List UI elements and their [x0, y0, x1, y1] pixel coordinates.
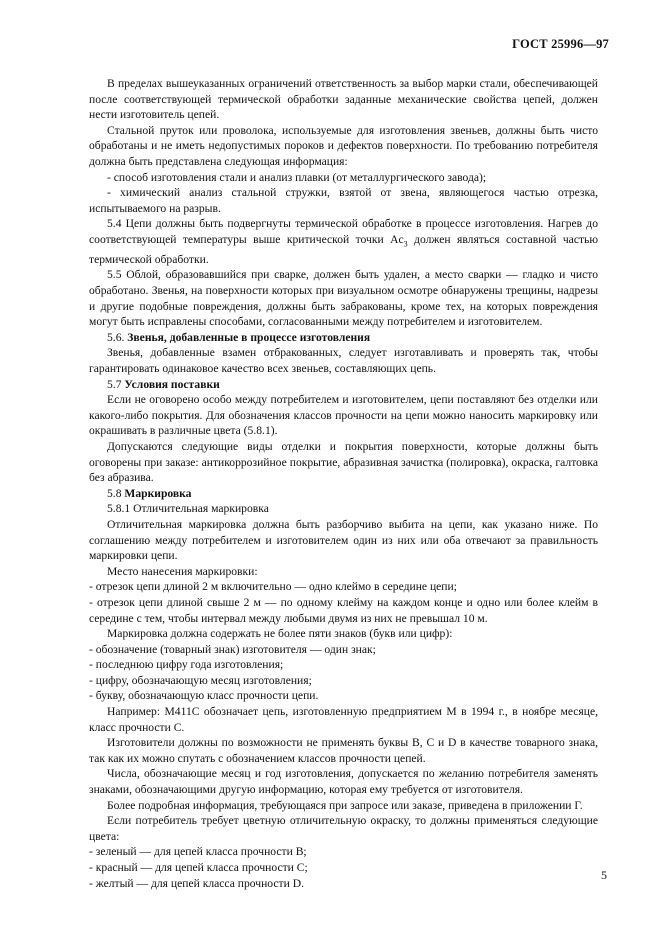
- list-item: - зеленый — для цепей класса прочности В;: [89, 845, 307, 859]
- section-title: Условия поставки: [124, 377, 220, 391]
- paragraph: Если потребитель требует цветную отличительную окраску, то должны применяться следующие цвета:: [89, 814, 598, 843]
- section-number: 5.6.: [107, 330, 125, 344]
- paragraph: Маркировка должна содержать не более пяти знаков (букв или цифр):: [107, 627, 453, 641]
- subscript: 3: [403, 239, 408, 249]
- paragraph: Изготовители должны по возможности не применять буквы В, С и D в качестве товарного знака, так как их можно спутать с обозначением классов прочности цепей.: [89, 736, 598, 765]
- list-item: - желтый — для цепей класса прочности D.: [89, 876, 304, 890]
- paragraph: В пределах вышеуказанных ограничений ответственность за выбор марки стали, обеспечивающей после соответствующей термической обработки заданные механические свойства цепей, должен нести изготовитель цепей.: [89, 77, 598, 122]
- document-code: ГОСТ 25996—97: [512, 37, 609, 51]
- paragraph-5-4: [89, 216, 598, 267]
- list-item: - способ изготовления стали и анализ плавки (от металлургического завода);: [107, 170, 487, 184]
- section-number: 5.7: [107, 377, 122, 391]
- section-heading-5-8: [89, 486, 598, 502]
- paragraph: Допускаются следующие виды отделки и покрытия поверхности, которые должны быть оговорены при заказе: антикоррозийное покрытие, абразивная зачистка (полировка), окраска, галтовка без абразива.: [89, 439, 598, 485]
- subsection-heading-5-8-1: 5.8.1 Отличительная маркировка: [107, 502, 269, 516]
- list-item: - красный — для цепей класса прочности С;: [89, 861, 308, 874]
- paragraph: Звенья, добавленные взамен отбракованных, следует изготавливать и проверять так, чтобы гарантировать одинаковое качество всех звеньев, составляющих цепь.: [89, 346, 598, 375]
- paragraph: Более подробная информация, требующаяся при запросе или заказе, приведена в приложении Г.: [107, 798, 583, 812]
- paragraph: Если не оговорено особо между потребителем и изготовителем, цепи поставляют без отделки или какого-либо покрытия. Для обозначения классов прочности на цепи можно наносить маркировку или окрашивать в различные цвета (5.8.1).: [89, 393, 598, 438]
- list-item: - отрезок цепи длиной свыше 2 м — по одному клейму на каждом конце и одно или более клейм в середине с тем, чтобы интервал между любыми двумя из них не превышал 10 м.: [89, 595, 598, 625]
- section-heading-5-6: [89, 330, 598, 346]
- list-item: - последнюю цифру года изготовления;: [89, 658, 284, 672]
- paragraph: Место нанесения маркировки:: [107, 564, 258, 578]
- list-item: - обозначение (товарный знак) изготовителя — один знак;: [89, 642, 376, 656]
- section-heading-5-7: [89, 377, 598, 393]
- list-item: - букву, обозначающую класс прочности цепи.: [89, 689, 319, 703]
- paragraph: Стальной пруток или проволока, используемые для изготовления звеньев, должны быть чисто обработаны и не иметь недопустимых пороков и дефектов поверхности. По требованию потребителя должна быть представлена следующая информация:: [89, 123, 598, 168]
- list-item: - химический анализ стальной стружки, взятой от звена, являющегося частью отрезка, испытываемого на разрыв.: [89, 186, 598, 215]
- section-number: 5.8: [107, 486, 122, 500]
- paragraph-5-5: 5.5 Облой, образовавшийся при сварке, должен быть удален, а место сварки — гладко и чисто обработано. Звенья, на поверхности которых при визуальном осмотре обнаружены трещины, надрезы и другие подобные повреждения, должны быть забракованы, кроме тех, на которых повреждения могут быть исправлены способами, согласованными между потребителем и изготовителем.: [89, 268, 598, 329]
- section-title: Звенья, добавленные в процессе изготовления: [127, 330, 371, 344]
- list-item: - цифру, обозначающую месяц изготовления;: [89, 673, 312, 687]
- text-run: должен являться составной частью термической обработки.: [89, 232, 598, 266]
- text-run: 5.4 Цепи должны быть подвергнуты термической обработке в процессе изготовления. Нагрев до соответствующей температуры выше критической точки Ac: [89, 217, 598, 246]
- paragraph: Числа, обозначающие месяц и год изготовления, допускается по желанию потребителя заменять знаками, обозначающими другую информацию, которая ему требуется от изготовителя.: [89, 767, 598, 797]
- paragraph: Например: М411С обозначает цепь, изготовленную предприятием М в 1994 г., в ноябре месяце, класс прочности С.: [89, 705, 598, 734]
- list-item: - отрезок цепи длиной 2 м включительно — одно клеймо в середине цепи;: [89, 580, 457, 594]
- document-body: [89, 76, 598, 891]
- paragraph: Отличительная маркировка должна быть разборчиво выбита на цепи, как указано ниже. По соглашению между потребителем и изготовителем один из них или оба отвечают за правильность маркировки цепи.: [89, 517, 598, 563]
- page-number: 5: [601, 868, 607, 882]
- section-title: Маркировка: [124, 486, 192, 500]
